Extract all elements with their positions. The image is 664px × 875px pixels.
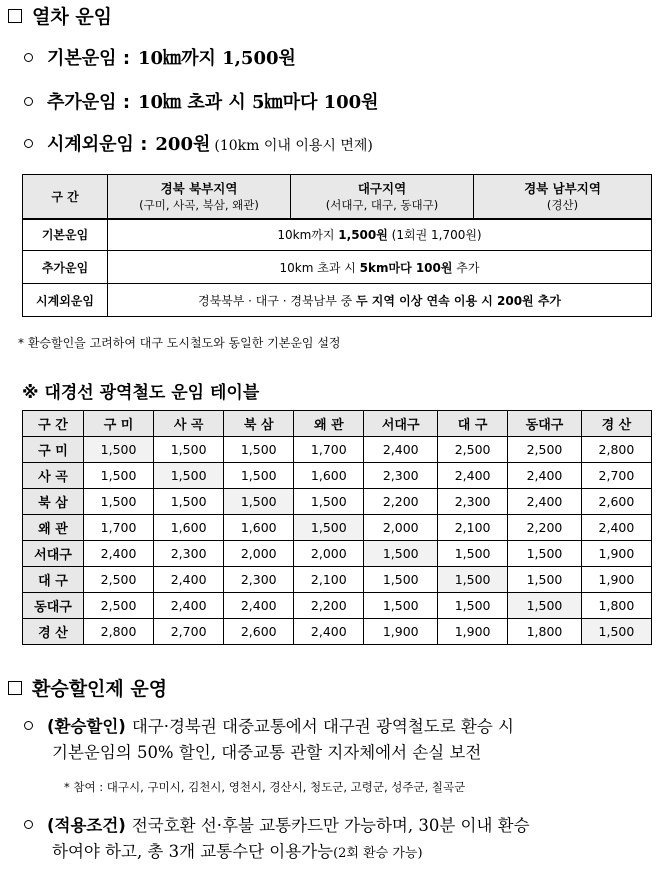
table-cell: 2,400 (154, 567, 224, 593)
table-row: 추가운임 10km 초과 시 5km마다 100원 추가 (23, 251, 652, 284)
table-cell: 1,900 (581, 541, 651, 567)
table-cell: 1,500 (154, 463, 224, 489)
table-cell: 2,600 (224, 619, 294, 645)
table-row (23, 437, 652, 463)
table-cell: 2,500 (84, 567, 154, 593)
table-cell: 1,500 (154, 437, 224, 463)
table-cell: 2,200 (508, 515, 582, 541)
table-cell: 2,400 (508, 489, 582, 515)
column-header: 사 곡 (154, 411, 224, 437)
table-cell: 1,500 (438, 593, 508, 619)
table-cell: 1,500 (364, 593, 438, 619)
table-cell: 1,900 (438, 619, 508, 645)
table-cell: 1,900 (581, 567, 651, 593)
table-cell: 2,400 (364, 437, 438, 463)
paragraph-transfer-discount: (환승할인) 대구·경북권 대중교통에서 대구권 광역철도로 환승 시 기본운임의 50% 할인, 대중교통 관할 지자체에서 손실 보전 (24, 714, 514, 766)
table-cell: 1,800 (581, 593, 651, 619)
region-north: 경북 북부지역 (구미, 사곡, 북삼, 왜관) (108, 175, 291, 219)
row-header: 서대구 (23, 541, 84, 567)
table-row (23, 515, 652, 541)
table-cell: 1,600 (154, 515, 224, 541)
table-cell: 2,700 (581, 463, 651, 489)
table-cell: 1,500 (224, 489, 294, 515)
table-cell: 2,400 (508, 463, 582, 489)
table-cell: 2,700 (154, 619, 224, 645)
column-header: 왜 관 (294, 411, 364, 437)
table-cell: 2,300 (154, 541, 224, 567)
checkbox-square-icon (8, 681, 22, 695)
table-cell: 1,800 (508, 619, 582, 645)
column-header: 대 구 (438, 411, 508, 437)
table-header-row (23, 411, 652, 437)
region-south: 경북 남부지역 (경산) (474, 175, 652, 219)
paragraph-conditions: (적용조건) 전국호환 선·후불 교통카드만 가능하며, 30분 이내 환승 하여야 하고, 총 3개 교통수단 이용가능(2회 환승 가능) (24, 813, 530, 867)
row-header: 구 미 (23, 437, 84, 463)
table-cell: 2,800 (84, 619, 154, 645)
circle-bullet-icon (24, 53, 33, 62)
table-cell: 1,600 (294, 463, 364, 489)
fare-item-additional: 추가운임 : 10㎞ 초과 시 5㎞마다 100원 (24, 88, 379, 114)
row-header: 경 산 (23, 619, 84, 645)
section-title-train-fare: 열차 운임 (8, 2, 112, 29)
table-cell: 1,500 (294, 489, 364, 515)
fare-item-basic: 기본운임 : 10㎞까지 1,500원 (24, 44, 296, 70)
table-row (23, 593, 652, 619)
table-cell: 1,500 (84, 437, 154, 463)
table-cell: 1,900 (364, 619, 438, 645)
matrix-title: ※ 대경선 광역철도 운임 테이블 (22, 383, 260, 403)
fare-item-outer-zone: 시계외운임 : 200원 (10km 이내 이용시 면제) (24, 130, 373, 156)
table-cell: 2,600 (581, 489, 651, 515)
table-row (23, 489, 652, 515)
table-cell: 2,100 (438, 515, 508, 541)
table-row (23, 541, 652, 567)
table-cell: 2,400 (438, 463, 508, 489)
table-cell: 1,700 (84, 515, 154, 541)
table-cell: 1,600 (224, 515, 294, 541)
footnote: * 환승할인을 고려하여 대구 도시철도와 동일한 기본운임 설정 (18, 336, 341, 350)
table-cell: 2,400 (84, 541, 154, 567)
circle-bullet-icon (24, 721, 33, 730)
fare-summary-table (22, 174, 652, 317)
circle-bullet-icon (24, 139, 33, 148)
table-cell: 2,000 (224, 541, 294, 567)
row-header: 동대구 (23, 593, 84, 619)
table-cell: 2,300 (438, 489, 508, 515)
table-cell: 2,200 (364, 489, 438, 515)
table-corner: 구 간 (23, 411, 84, 437)
column-header: 동대구 (508, 411, 582, 437)
table-cell: 1,500 (294, 515, 364, 541)
table-cell: 1,500 (438, 541, 508, 567)
table-cell: 2,200 (294, 593, 364, 619)
table-cell: 1,500 (84, 463, 154, 489)
table-row: 시계외운임 경북북부 · 대구 · 경북남부 중 두 지역 이상 연속 이용 시 200원 추가 (23, 284, 652, 317)
table-cell: 2,000 (294, 541, 364, 567)
fare-matrix-table (22, 410, 652, 645)
table-cell: 1,500 (364, 567, 438, 593)
table-row: 기본운임 10km까지 1,500원 (1회권 1,700원) (23, 219, 652, 251)
table-cell: 1,500 (224, 437, 294, 463)
circle-bullet-icon (24, 820, 33, 829)
table-cell: 2,100 (294, 567, 364, 593)
table-cell: 2,800 (581, 437, 651, 463)
table-cell: 2,500 (84, 593, 154, 619)
participants-note: * 참여 : 대구시, 구미시, 김천시, 영천시, 경산시, 청도군, 고령군, 성주군, 칠곡군 (64, 780, 466, 794)
table-cell: 2,300 (224, 567, 294, 593)
table-cell: 1,500 (438, 567, 508, 593)
table-cell: 1,500 (508, 593, 582, 619)
row-header: 사 곡 (23, 463, 84, 489)
table-corner: 구 간 (23, 175, 108, 219)
row-header: 왜 관 (23, 515, 84, 541)
table-cell: 2,400 (224, 593, 294, 619)
table-cell: 1,500 (224, 463, 294, 489)
table-cell: 1,500 (84, 489, 154, 515)
table-cell: 2,000 (364, 515, 438, 541)
table-cell: 1,500 (364, 541, 438, 567)
column-header: 경 산 (581, 411, 651, 437)
table-cell: 1,500 (508, 567, 582, 593)
table-cell: 1,500 (581, 619, 651, 645)
table-cell: 2,400 (154, 593, 224, 619)
column-header: 구 미 (84, 411, 154, 437)
column-header: 북 삼 (224, 411, 294, 437)
section-title-transfer-discount: 환승할인제 운영 (8, 674, 167, 701)
checkbox-square-icon (8, 9, 22, 23)
table-cell: 1,700 (294, 437, 364, 463)
row-header: 북 삼 (23, 489, 84, 515)
circle-bullet-icon (24, 97, 33, 106)
table-cell: 2,400 (294, 619, 364, 645)
table-row (23, 567, 652, 593)
table-row (23, 619, 652, 645)
table-row (23, 463, 652, 489)
table-cell: 1,500 (154, 489, 224, 515)
row-header: 대 구 (23, 567, 84, 593)
table-cell: 1,500 (508, 541, 582, 567)
table-header-row (23, 175, 652, 219)
column-header: 서대구 (364, 411, 438, 437)
table-cell: 2,400 (581, 515, 651, 541)
region-daegu: 대구지역 (서대구, 대구, 동대구) (291, 175, 474, 219)
table-cell: 2,300 (364, 463, 438, 489)
table-cell: 2,500 (508, 437, 582, 463)
table-cell: 2,500 (438, 437, 508, 463)
